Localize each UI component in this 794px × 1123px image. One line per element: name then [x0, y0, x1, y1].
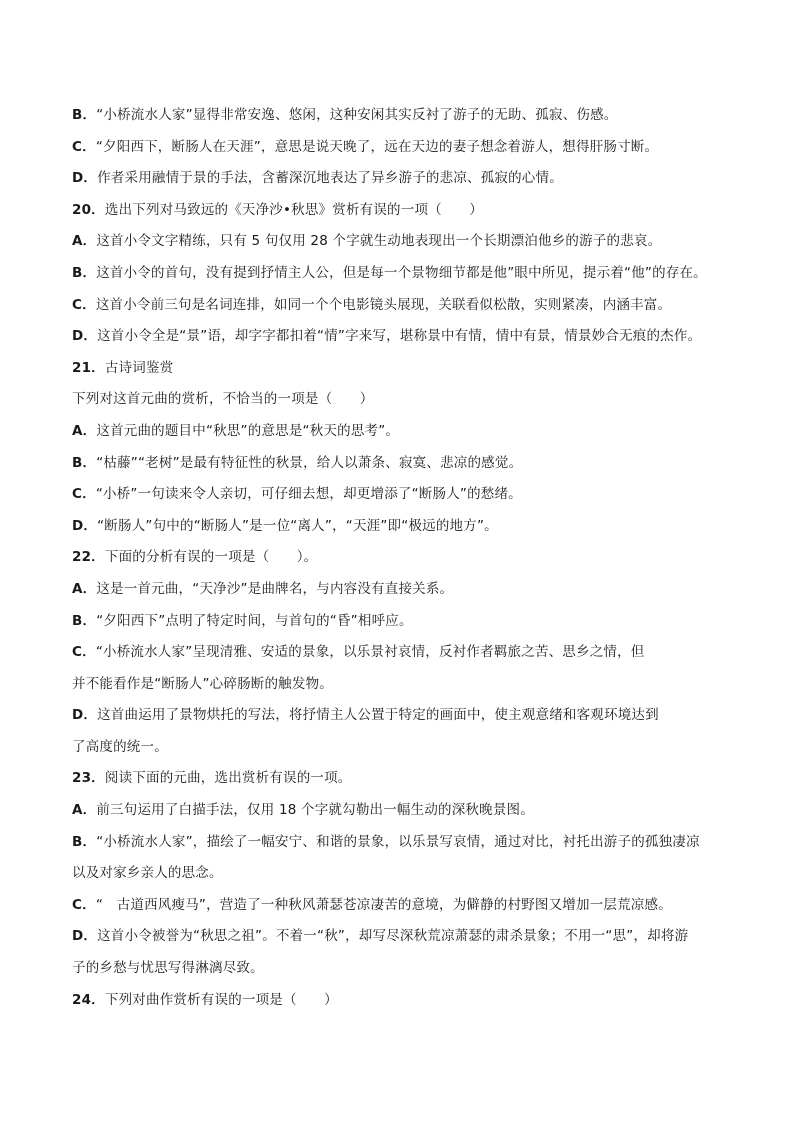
line-text: 并不能看作是“断肠人”心碎肠断的触发物。 — [72, 675, 333, 692]
option-line — [72, 700, 732, 732]
question-number: 20． — [72, 201, 105, 218]
line-text: “ 古道西风瘦马”，营造了一种秋风萧瑟苍凉凄苦的意境，为僻静的村野图又增加一层荒凉感。 — [95, 896, 672, 913]
option-label: C． — [72, 138, 96, 155]
option-label: C． — [72, 296, 96, 313]
option-label: B． — [72, 612, 97, 629]
option-line — [72, 795, 732, 827]
question-line — [72, 195, 732, 227]
line-text: 选出下列对马致远的《天净沙•秋思》赏析有误的一项（ ） — [104, 201, 483, 218]
option-line — [72, 163, 732, 195]
question-content — [72, 100, 732, 1016]
question-number: 22． — [72, 549, 105, 566]
line-text: 以及对家乡亲人的思念。 — [72, 865, 223, 882]
option-line — [72, 574, 732, 606]
question-line — [72, 353, 732, 385]
option-label: D． — [72, 328, 98, 345]
question-line — [72, 763, 732, 795]
line-text: 下面的分析有误的一项是（ ）。 — [104, 549, 318, 566]
line-text: “小桥流水人家”，描绘了一幅安宁、和谐的景象，以乐景写哀情，通过对比，衬托出游子的孤独凄凉 — [96, 833, 700, 850]
option-label: D． — [72, 170, 98, 187]
option-line — [72, 132, 732, 164]
line-text: “小桥流水人家”显得非常安逸、悠闲，这种安闲其实反衬了游子的无助、孤寂、伤感。 — [96, 107, 618, 123]
line-text: 下列对这首元曲的赏析，不恰当的一项是（ ） — [72, 391, 374, 408]
line-text: 这首曲运用了景物烘托的写法，将抒情主人公置于特定的画面中，使主观意绪和客观环境达到 — [97, 707, 659, 724]
option-line — [72, 448, 732, 480]
option-label: B． — [72, 264, 97, 281]
option-label: D． — [72, 517, 98, 534]
question-number: 21． — [72, 359, 105, 376]
option-label: A． — [72, 802, 97, 819]
question-line — [72, 542, 732, 574]
option-line — [72, 290, 732, 322]
option-label: B． — [72, 454, 97, 471]
option-label: B． — [72, 833, 97, 850]
option-line — [72, 827, 732, 859]
option-line — [72, 637, 732, 669]
text-line — [72, 858, 732, 890]
line-text: 前三句运用了白描手法，仅用 18 个字就勾勒出一幅生动的深秋晚景图。 — [96, 802, 534, 819]
option-line — [72, 100, 732, 132]
option-label: C． — [72, 486, 96, 503]
option-line — [72, 890, 732, 922]
option-line — [72, 416, 732, 448]
option-label: A． — [72, 422, 97, 439]
question-number: 24． — [72, 991, 105, 1008]
text-line — [72, 732, 732, 764]
text-line — [72, 669, 732, 701]
option-label: C． — [72, 644, 96, 661]
line-text: 阅读下面的元曲，选出赏析有误的一项。 — [104, 770, 352, 787]
text-line — [72, 384, 732, 416]
line-text: 下列对曲作赏析有误的一项是（ ） — [104, 991, 338, 1008]
line-text: 这首小令前三句是名词连排，如同一个个电影镜头展现，关联看似松散，实则紧凑，内涵丰富。 — [95, 296, 672, 313]
question-number: 23． — [72, 770, 105, 787]
line-text: 这首小令的首句，没有提到抒情主人公，但是每一个景物细节都是他”眼中所见，提示着“他”的存在。 — [96, 264, 707, 281]
line-text: “枯藤”“老树”是最有特征性的秋景，给人以萧条、寂寞、悲凉的感觉。 — [96, 454, 523, 471]
option-line — [72, 226, 732, 258]
option-line — [72, 258, 732, 290]
option-label: A． — [72, 580, 97, 597]
option-label: C． — [72, 896, 96, 913]
line-text: 这首小令全是“景”语，却字字都扣着“情”字来写，堪称景中有情，情中有景，情景妙合无痕的杰作。 — [97, 328, 702, 345]
option-line — [72, 321, 732, 353]
option-line — [72, 606, 732, 638]
option-label: D． — [72, 707, 98, 724]
question-line — [72, 985, 732, 1017]
line-text: “夕阳西下，断肠人在天涯”，意思是说天晚了，远在天边的妻子想念着游人，想得肝肠寸断。 — [95, 138, 659, 155]
line-text: 这首元曲的题目中“秋思”的意思是“秋天的思考”。 — [96, 422, 400, 439]
line-text: 子的乡愁与忧思写得淋漓尽致。 — [72, 960, 264, 977]
line-text: 这是一首元曲，“天净沙”是曲牌名，与内容没有直接关系。 — [96, 580, 454, 597]
line-text: “断肠人”句中的“断肠人”是一位“离人”，“天涯”即“极远的地方”。 — [97, 517, 498, 534]
line-text: “小桥”一句读来令人亲切，可仔细去想，却更增添了“断肠人”的愁绪。 — [95, 486, 522, 503]
line-text: 这首小令文字精练，只有 5 句仅用 28 个字就生动地表现出一个长期漂泊他乡的游子的悲哀。 — [96, 233, 662, 250]
line-text: “小桥流水人家”呈现清雅、安适的景象，以乐景衬哀情，反衬作者羁旅之苦、思乡之情，但 — [95, 644, 645, 661]
line-text: “夕阳西下”点明了特定时间，与首句的“昏”相呼应。 — [96, 612, 413, 629]
option-line — [72, 921, 732, 953]
option-line — [72, 511, 732, 543]
line-text: 古诗词鉴赏 — [104, 359, 174, 376]
line-text: 了高度的统一。 — [72, 738, 168, 755]
line-text: 这首小令被誉为“秋思之祖”。不着一“秋”，却写尽深秋荒凉萧瑟的肃杀景象；不用一“思”，却将游 — [97, 928, 689, 945]
option-label: D． — [72, 928, 98, 945]
line-text: 作者采用融情于景的手法，含蓄深沉地表达了异乡游子的悲凉、孤寂的心情。 — [97, 170, 563, 187]
option-label: A． — [72, 233, 97, 250]
option-label: B． — [72, 107, 97, 123]
text-line — [72, 953, 732, 985]
option-line — [72, 479, 732, 511]
